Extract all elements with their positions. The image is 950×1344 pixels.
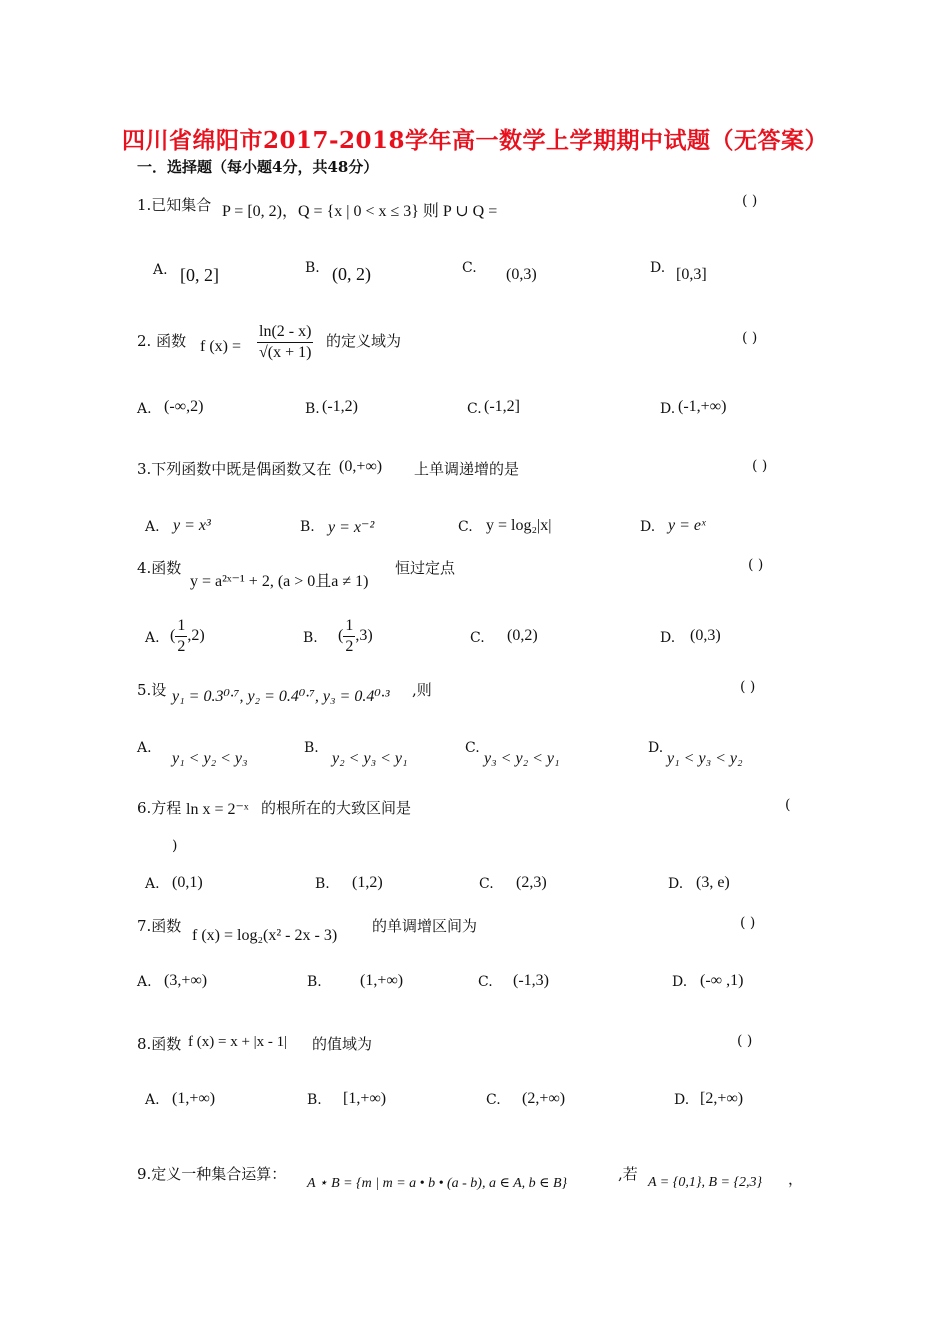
option-value: (3, e) <box>696 874 730 891</box>
fraction-numerator: ln(2 - x) <box>257 322 313 343</box>
fraction <box>257 322 313 363</box>
option-value: y = log₂|x| <box>486 517 552 534</box>
option-value: (0,3) <box>506 266 537 283</box>
answer-paren: ( ) <box>737 1033 753 1049</box>
question-stem: 3.下列函数中既是偶函数又在 <box>137 460 332 478</box>
option-value: (2,+∞) <box>522 1090 566 1107</box>
option-label: A. <box>137 401 152 417</box>
option-label: C. <box>470 630 485 646</box>
option-value: (-∞ ,1) <box>700 972 744 989</box>
fraction-numerator: 1 <box>175 616 187 637</box>
option-label: D. <box>648 740 664 756</box>
question-stem: 6.方程 <box>137 799 182 817</box>
option-value: y = x⁻² <box>328 519 375 536</box>
option-label: B. <box>304 740 319 756</box>
question-math: y₁ = 0.3⁰·⁷, y₂ = 0.4⁰·⁷, y₃ = 0.4⁰·³ <box>172 688 390 705</box>
option-label: B. <box>305 260 320 276</box>
option-label: A. <box>137 974 152 990</box>
option-label: A. <box>145 876 160 892</box>
option-value: (2,3) <box>516 874 547 891</box>
question-math: f (x) = log₂(x² - 2x - 3) <box>192 927 338 944</box>
answer-paren: ( ) <box>752 458 768 474</box>
question-stem: 8.函数 <box>137 1035 182 1053</box>
option-value: (-1,2] <box>484 398 520 415</box>
option-label: A. <box>153 262 168 278</box>
option-label: C. <box>486 1092 501 1108</box>
question-math: A ⋆ B = {m | m = a • b • (a - b), a ∈ A, b ∈ B} <box>307 1176 568 1191</box>
option-label: D. <box>674 1092 690 1108</box>
answer-paren: ( ) <box>742 330 758 346</box>
question-math: y = a²ˣ⁻¹ + 2, (a > 0且a ≠ 1) <box>190 573 369 590</box>
question-math-2: A = {0,1}, B = {2,3} <box>648 1175 763 1190</box>
question-stem: 4.函数 <box>137 559 182 577</box>
answer-paren-open: ( <box>785 797 791 813</box>
option-value: [2,+∞) <box>700 1090 744 1107</box>
option-value: (1,2) <box>352 874 383 891</box>
question-stem: 7.函数 <box>137 917 182 935</box>
option-value: y₃ < y₂ < y₁ <box>484 750 560 767</box>
option-label: D. <box>650 260 666 276</box>
question-stem-suffix: ， <box>788 1170 804 1188</box>
question-stem-suffix: ,则 <box>412 681 432 699</box>
option-value: [0, 2] <box>180 265 219 285</box>
option-value: y₁ < y₂ < y₃ <box>172 750 248 767</box>
option-value: y = x³ <box>173 517 211 534</box>
page-title: 四川省绵阳市2017-2018学年高一数学上学期期中试题（无答案） <box>121 127 829 154</box>
option-value: (0,3) <box>690 627 721 644</box>
fraction-numerator: 1 <box>343 616 355 637</box>
question-stem-suffix: 恒过定点 <box>395 559 456 577</box>
answer-paren: ( ) <box>740 679 756 695</box>
question-stem: 5.设 <box>137 681 167 699</box>
question-math: f (x) = <box>200 338 242 355</box>
option-label: B. <box>307 1092 322 1108</box>
question-stem-suffix: 的值域为 <box>312 1035 373 1053</box>
question-stem-suffix: 的根所在的大致区间是 <box>261 799 412 817</box>
question-stem-suffix: 的单调增区间为 <box>372 917 478 935</box>
question-math: P = [0, 2)，Q = {x | 0 < x ≤ 3} 则 P ∪ Q = <box>222 203 498 220</box>
option-value: (-1,+∞) <box>678 398 727 415</box>
option-value: ( $\frac{1}{2}$ ,3) <box>338 617 373 655</box>
option-value-tail: ,3) <box>355 627 373 645</box>
option-label: B. <box>315 876 330 892</box>
option-value: (-1,2) <box>322 398 358 415</box>
option-value: [1,+∞) <box>343 1090 387 1107</box>
option-value: y₂ < y₃ < y₁ <box>332 750 408 767</box>
option-value: (1,+∞) <box>360 972 404 989</box>
option-label: D. <box>672 974 688 990</box>
option-value: (0, 2) <box>332 264 371 284</box>
option-value: (-∞,2) <box>164 398 204 415</box>
option-label: B. <box>307 974 322 990</box>
option-label: A. <box>145 1092 160 1108</box>
option-label: C. <box>458 519 473 535</box>
option-label: C. <box>478 974 493 990</box>
option-value: ( $\frac{1}{2}$ ,2) <box>170 617 205 655</box>
question-math: ln x = 2⁻ˣ <box>186 801 249 818</box>
question-stem: 2. 函数 <box>137 332 187 350</box>
option-label: A. <box>137 740 152 756</box>
option-label: D. <box>660 630 676 646</box>
option-label: B. <box>305 401 320 417</box>
question-stem-mid: ,若 <box>618 1165 638 1183</box>
option-label: A. <box>145 630 160 646</box>
answer-paren: ( ) <box>742 193 758 209</box>
option-value-tail: ,2) <box>187 627 205 645</box>
question-stem: 1.已知集合 <box>137 196 212 214</box>
option-value: (3,+∞) <box>164 972 208 989</box>
option-label: D. <box>640 519 656 535</box>
option-label: B. <box>300 519 315 535</box>
option-value: (1,+∞) <box>172 1090 216 1107</box>
option-value: (-1,3) <box>513 972 549 989</box>
option-label: C. <box>467 401 482 417</box>
question-stem-suffix: 上单调递增的是 <box>414 460 520 478</box>
fraction-denominator: √(x + 1) <box>258 344 312 361</box>
option-value: (0,2) <box>507 627 538 644</box>
option-label: C. <box>465 740 480 756</box>
option-label: A. <box>145 519 160 535</box>
option-label: B. <box>303 630 318 646</box>
question-stem-suffix: 的定义域为 <box>326 332 402 350</box>
option-value: y₁ < y₃ < y₂ <box>667 750 743 767</box>
option-label: D. <box>668 876 684 892</box>
question-math: (0,+∞) <box>339 458 383 475</box>
section-heading: 一．选择题（每小题4分，共48分） <box>137 158 379 176</box>
fraction-denominator: 2 <box>345 638 354 655</box>
option-value: (0,1) <box>172 874 203 891</box>
answer-paren: ( ) <box>748 557 764 573</box>
option-value: [0,3] <box>676 266 707 283</box>
question-stem: 9.定义一种集合运算： <box>137 1165 287 1183</box>
option-label: D. <box>660 401 676 417</box>
question-math: f (x) = x + |x - 1| <box>188 1034 288 1050</box>
answer-paren: ( ) <box>740 915 756 931</box>
fraction-denominator: 2 <box>177 638 186 655</box>
answer-paren-close: ) <box>172 838 178 854</box>
option-label: C. <box>462 260 477 276</box>
option-value: y = eˣ <box>668 517 706 534</box>
option-label: C. <box>479 876 494 892</box>
